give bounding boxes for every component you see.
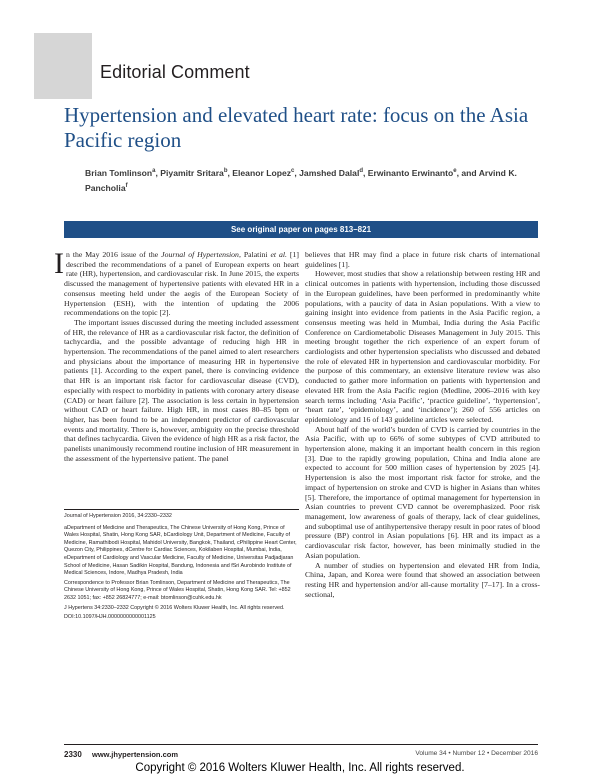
page-number: 2330 (64, 750, 82, 759)
author-list: Brian Tomlinson$^a$, Piyamitr Sritara$^b$, Eleanor Lopez$^c$, Jamshed Dalal$^d$, Erwinanto Erwinanto$^e$, and Arvind K. Pancholia$^f$ (85, 167, 517, 193)
author-affiliation-mark: e (453, 168, 457, 174)
journal-url-link[interactable]: www.jhypertension.com (92, 750, 178, 759)
author-affiliation-mark: c (291, 168, 295, 174)
paragraph-text: n the May 2016 issue of the (66, 250, 162, 259)
author-name[interactable]: Arvind K. Pancholia (85, 167, 517, 193)
body-column-right (305, 250, 540, 599)
paragraph-text: , Palatini (238, 250, 271, 259)
journal-citation: Journal of Hypertension 2016, 34:2330–2332 (64, 513, 172, 519)
body-paragraph: However, most studies that show a relationship between resting HR and clinical outcomes in patients with hypertension, including those discussed in the European guidelines, have been performed in predominantly white populations, with a paucity of data in Asian populations. With a view to gaining insight into evidence from patients in the Asia Pacific region, a consensus meeting was held in Mumbai, India during the Asia Pacific Conference on Cardiometabolic Diseases Management in July 2015. This meeting brought together the rich experience of an expert forum of cardiologists and other hypertension specialists who discussed and debated the role of elevated HR in hypertension and cardiovascular morbidity. For the purpose of this commentary, an extensive literature review was also conducted to gather more information on patients with hypertension and elevated HR from the Asia Pacific region (Medline, 2006–2016 with key search terms including ‘Asia Pacific’, ‘practice guideline’, ‘hypertension’, ‘heart rate’, ‘epidemiology’, and ‘incidence’); 260 of 556 articles on epidemiology and 16 of 143 guideline articles were selected. (305, 269, 540, 424)
paragraph-text: [1] described the recommendations of a panel of European experts on heart rate (HR), hypertension, and cardiovascular risk. In June 2015, the experts discussed the management of hypertensive patients with elevated HR in a consensus meeting held under the aegis of the European Society of Hypertension (ESH), with the intention of updating the 2006 recommendations on the topic [2]. (64, 250, 299, 318)
doi[interactable]: DOI:10.1097/HJH.0000000000001125 (64, 614, 156, 621)
volume-info: Volume 34 • Number 12 • December 2016 (415, 750, 538, 757)
author-name[interactable]: Jamshed Dalal (299, 167, 360, 178)
footer-rule (64, 744, 538, 745)
correspondence: Correspondence to Professor Brian Tomlinson, Department of Medicine and Therapeutics, The Chinese University of Hong Kong, Prince of Wales Hospital, Shatin, Hong Kong SAR. Tel: +852 2632 1051; fax: +852 26824777; e-mail: btomlinson@cuhk.edu.hk (64, 579, 291, 601)
section-kicker: Editorial Comment (100, 62, 250, 82)
journal-name: Journal of Hypertension (161, 250, 239, 259)
header-gray-block (34, 33, 92, 99)
body-column-left (54, 247, 299, 463)
author-affiliation-mark: b (223, 168, 228, 174)
drop-cap: I (54, 247, 64, 280)
original-paper-link[interactable]: See original paper on pages 813–821 (64, 221, 538, 238)
author-name[interactable]: Brian Tomlinson (85, 167, 153, 178)
copyright-notice: Copyright © 2016 Wolters Kluwer Health, Inc. All rights reserved. (135, 762, 465, 774)
footnotes (64, 509, 299, 624)
affiliations: aDepartment of Medicine and Therapeutics, The Chinese University of Hong Kong, Prince of Wales Hospital, Shatin, Hong Kong SAR, bCardiology Unit, Department of Medicine, Faculty of Medicine, Ramathibodi Hospital, Mahidol University, Bangkok, Thailand, cPhilippine Heart Center, Quezon City, Philippines, dCentre for Cardiac Sciences, Kokilaben Hospital, Mumbai, India, eDepartment of Cardiology and Vascular Medicine, Faculty of Medicine, Universitas Padjadjaran School of Medicine, Hasan Sadikin Hospital, Bandung, Indonesia and fSri Aurobindo Institute of Medical Sciences, Indore, Madhya Pradesh, India (64, 524, 297, 577)
body-paragraph: About half of the world’s burden of CVD is carried by countries in the Asia Pacific, with up to 66% of some subtypes of CVD attributed to hypertension alone, making it an important health concern in this region [3]. Due to the rapidly growing population, China and India alone are expected to account for 500 million cases of hypertension by 2025 [4]. Hypertension is also the most important risk factor for stroke, and the impact of hypertension on stroke and CVD is higher in Asians than whites [5]. Therefore, the importance of optimal management for hypertension in Asian countries to prevent CVD cannot be overemphasized. Poor risk management, low awareness of goals of therapy, lack of clear guidelines, and suboptimal use of antihypertensive therapy result in poor rates of blood pressure (BP) control in Asian populations [6]. HR and its impact as a cardiovascular risk factor, however, has been minimally studied in the Asian population. (305, 424, 540, 560)
author-affiliation-mark: d (359, 168, 363, 174)
body-paragraph: The important issues discussed during the meeting included assessment of HR, the relevance of HR as a cardiovascular risk factor, the definition of tachycardia, and the possible advantage of reducing high HR in hypertension. The recommendations of the panel aimed to alert researchers and physicians about the importance of measuring HR in hypertensive patients [1]. According to the expert panel, there is convincing evidence that HR is an important risk factor for cardiovascular disease (CVD), especially with respect to morbidity in patients with coronary artery disease (CAD) or heart failure [2]. The association is less certain in hypertension without CAD or heart failure. High HR, in most cases 80–85 bpm or higher, has been found to be an independent predictor of cardiovascular events and mortality. There is, however, ambiguity on the precise threshold that defines tachycardia. Given the evidence of high HR as a risk factor, the panelists unanimously recommend routine inclusion of HR measurement in the assessment of the hypertensive patient. The panel (64, 317, 299, 463)
author-affiliation-mark: a (152, 168, 156, 174)
body-paragraph: believes that HR may find a place in future risk charts of international guidelines [1]. (305, 250, 540, 269)
body-paragraph (54, 247, 299, 318)
author-affiliation-mark: f (125, 182, 128, 189)
et-al: et al. (270, 250, 287, 259)
body-paragraph: A number of studies on hypertension and elevated HR from India, China, Japan, and Korea were found that showed an association between resting HR and hypertension and/or all-cause mortality [7–17]. In a cross-sectional, (305, 560, 540, 599)
copyright-citation: J Hypertens 34:2330–2332 Copyright © 2016 Wolters Kluwer Health, Inc. All rights reserved. (64, 604, 285, 611)
author-name[interactable]: Erwinanto Erwinanto (367, 167, 454, 178)
article-title: Hypertension and elevated heart rate: focus on the Asia Pacific region (64, 103, 529, 152)
author-name[interactable]: Piyamitr Sritara (160, 167, 224, 178)
author-name[interactable]: Eleanor Lopez (232, 167, 292, 178)
